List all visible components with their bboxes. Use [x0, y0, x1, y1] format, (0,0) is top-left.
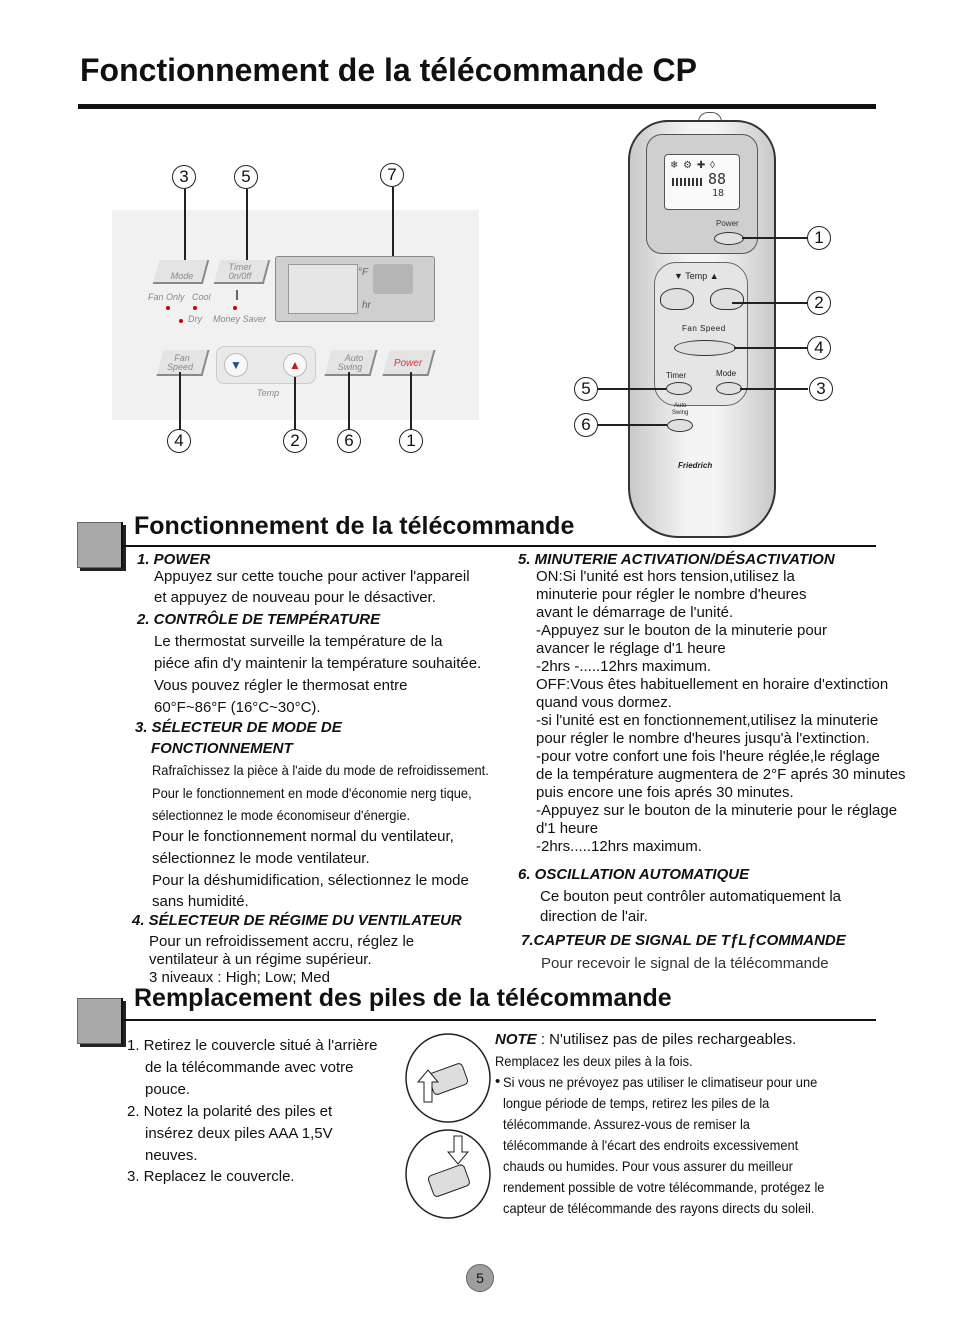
text: OFF:Vous êtes habituellement en horaire d'extinction: [536, 676, 889, 693]
remote-brand-logo: Friedrich: [678, 461, 713, 470]
cool-led: [193, 306, 197, 310]
leader-line: [596, 424, 667, 426]
power-label: Power: [393, 358, 423, 369]
remote-auto-label: Auto: [674, 403, 687, 409]
text: avancer le réglage d'1 heure: [536, 640, 726, 657]
remote-temp-down-button[interactable]: [660, 288, 694, 310]
text: Appuyez sur cette touche pour activer l'appareil: [154, 568, 470, 585]
remote-callout-3: 3: [809, 377, 833, 401]
text: quand vous dormez.: [536, 694, 672, 711]
leader-line: [740, 388, 808, 390]
text: piéce afin d'y maintenir la température souhaitée.: [154, 655, 482, 672]
timer-text-block: [536, 568, 906, 856]
text: d'1 heure: [536, 820, 599, 837]
text: Pour la déshumidification, sélectionnez le mode: [152, 872, 469, 889]
control-panel-diagram: [100, 160, 500, 460]
text: -pour votre confort une fois l'heure réglée,le réglage: [536, 748, 880, 765]
text: Remplacez les deux piles à la fois.: [495, 1053, 693, 1069]
callout-7: 7: [380, 163, 404, 187]
text: insérez deux piles AAA 1,5V: [145, 1125, 333, 1142]
title-rule: [78, 104, 876, 109]
remote-swing-label: Swing: [672, 410, 689, 416]
leader-line: [179, 372, 181, 430]
remote-fan-speed-label: Fan Speed: [682, 324, 726, 333]
remote-callout-2: 2: [807, 291, 831, 315]
remote-callout-6: 6: [574, 413, 598, 437]
text: sans humidité.: [152, 893, 249, 910]
section-title-batteries: Remplacement des piles de la télécommande: [134, 984, 672, 1012]
swing-label: Swing: [337, 362, 363, 372]
timer-onoff-label: 0n/0ff: [228, 271, 252, 281]
leader-line: [734, 347, 808, 349]
text: de la télécommande avec votre: [145, 1059, 354, 1076]
text: télécommande à l'écart des endroits excessivement: [503, 1137, 799, 1153]
mode-label: Mode: [170, 271, 194, 281]
remote-callout-4: 4: [807, 336, 831, 360]
text: -2hrs -.....12hrs maximum.: [536, 658, 712, 675]
auto-label: Auto: [344, 353, 364, 363]
text: et appuyez de nouveau pour le désactiver.: [154, 589, 436, 606]
hr-label: hr: [362, 300, 371, 311]
lcd-mode-icons: ❄ ⚙ ✚ ◊: [670, 160, 716, 171]
lcd-fan-bars: [672, 178, 702, 186]
text: Pour recevoir le signal de la télécommande: [541, 955, 829, 972]
text: de la température augmentera de 2°F aprés 30 minutes: [536, 766, 906, 783]
text: avant le démarrage de l'unité.: [536, 604, 734, 621]
text: neuves.: [145, 1147, 198, 1164]
leader-line: [742, 237, 808, 239]
speed-label: Speed: [166, 362, 194, 372]
dry-label: Dry: [188, 314, 202, 324]
heading-sensor: 7.CAPTEUR DE SIGNAL DE TƒLƒCOMMANDE: [521, 932, 846, 949]
remote-temp-text: Temp: [685, 271, 708, 281]
lcd-temp-digits: 88: [708, 170, 727, 188]
callout-5: 5: [234, 165, 258, 189]
note-text: : N'utilisez pas de piles rechargeables.: [536, 1031, 797, 1048]
temp-down-button[interactable]: ▼: [224, 353, 248, 377]
degree-f-label: °F: [358, 267, 369, 278]
text: Si vous ne prévoyez pas utiliser le climatiseur pour une: [503, 1074, 818, 1090]
leader-line: [348, 372, 350, 430]
remote-timer-button[interactable]: [666, 382, 692, 395]
remote-auto-swing-button[interactable]: [667, 419, 693, 432]
text: Le thermostat surveille la température de la: [154, 633, 443, 650]
heading-mode: 3. SÉLECTEUR DE MODE DE: [135, 719, 342, 736]
battery-cover-illustration: [404, 1032, 492, 1222]
remote-power-button[interactable]: [714, 232, 744, 245]
remote-fan-speed-button[interactable]: [674, 340, 736, 356]
temp-label: Temp: [256, 388, 280, 398]
text: Rafraîchissez la pièce à l'aide du mode de refroidissement.: [152, 762, 489, 778]
callout-4: 4: [167, 429, 191, 453]
section-rule: [121, 1019, 876, 1021]
text: Vous pouvez régler le thermosat entre: [154, 677, 408, 694]
lcd-timer-digits: 18: [712, 188, 725, 199]
text: Pour un refroidissement accru, réglez le: [149, 933, 415, 950]
text: capteur de télécommande des rayons directs du soleil.: [503, 1200, 815, 1216]
leader-line: [184, 189, 186, 265]
section-title-operation: Fonctionnement de la télécommande: [134, 512, 575, 540]
heading-fan: 4. SÉLECTEUR DE RÉGIME DU VENTILATEUR: [132, 912, 462, 929]
text: pour régler le nombre d'heures jusqu'à l'extinction.: [536, 730, 870, 747]
leader-line: [596, 388, 666, 390]
section-marker: [77, 998, 123, 1044]
text: -2hrs.....12hrs maximum.: [536, 838, 702, 855]
text: Pour le fonctionnement normal du ventilateur,: [152, 828, 454, 845]
text: minuterie pour régler le nombre d'heures: [536, 586, 807, 603]
bullet-text-block: [503, 1072, 852, 1219]
text: 3. Replacez le couvercle.: [127, 1168, 295, 1185]
cool-label: Cool: [192, 292, 211, 302]
heading-mode-2: FONCTIONNEMENT: [151, 740, 293, 757]
remote-callout-5: 5: [574, 377, 598, 401]
text: sélectionnez le mode ventilateur.: [152, 850, 370, 867]
text: rendement possible de votre télécommande, protégez le: [503, 1179, 825, 1195]
text: 60°F~86°F (16°C~30°C).: [154, 699, 321, 716]
text: chauds ou humides. Pour vous assurer du meilleur: [503, 1158, 793, 1174]
energy-led: [233, 306, 237, 310]
remote-temp-label: ▼ Temp ▲: [674, 271, 719, 281]
text: -Appuyez sur le bouton de la minuterie pour: [536, 622, 828, 639]
text: -si l'unité est en fonctionnement,utilisez la minuterie: [536, 712, 879, 729]
remote-mode-label: Mode: [716, 369, 737, 378]
text: longue période de temps, retirez les piles de la: [503, 1095, 770, 1111]
text: Ce bouton peut contrôler automatiquement la: [540, 888, 842, 905]
text: 3 niveaux : High; Low; Med: [149, 969, 330, 986]
page-title: Fonctionnement de la télécommande CP: [80, 52, 697, 88]
text: sélectionnez le mode économiseur d'énergie.: [152, 807, 411, 823]
bullet-mark: •: [495, 1073, 501, 1090]
remote-mode-button[interactable]: [716, 382, 742, 395]
leader-line: [732, 302, 808, 304]
section-vline: [121, 998, 123, 1044]
text: ON:Si l'unité est hors tension,utilisez la: [536, 568, 795, 585]
fan-only-label: Fan Only: [148, 292, 185, 302]
leader-line: [246, 189, 248, 265]
note-line: [495, 1031, 796, 1049]
remote-power-label: Power: [716, 219, 739, 228]
text: -Appuyez sur le bouton de la minuterie pour le réglage: [536, 802, 898, 819]
section-marker: [77, 522, 123, 568]
page-number: 5: [466, 1264, 494, 1292]
dry-led: [179, 319, 183, 323]
temp-up-button[interactable]: ▲: [283, 353, 307, 377]
text: Pour le fonctionnement en mode d'économie nerg tique,: [152, 785, 472, 801]
leader-line: [294, 377, 296, 430]
heading-temperature: 2. CONTRÔLE DE TEMPÉRATURE: [137, 611, 381, 628]
section-rule: [121, 545, 876, 547]
callout-1: 1: [399, 429, 423, 453]
text: ventilateur à un régime supérieur.: [149, 951, 372, 968]
text: direction de l'air.: [540, 908, 648, 925]
callout-6: 6: [337, 429, 361, 453]
text: pouce.: [145, 1081, 191, 1098]
heading-timer: 5. MINUTERIE ACTIVATION/DÉSACTIVATION: [518, 551, 835, 568]
text: 1. Retirez le couvercle situé à l'arrière: [127, 1037, 378, 1054]
heading-auto-swing: 6. OSCILLATION AUTOMATIQUE: [518, 866, 750, 883]
remote-temp-up-button[interactable]: [710, 288, 744, 310]
fan-label: Fan: [174, 353, 190, 363]
remote-control-diagram: [570, 112, 850, 542]
leader-line: [410, 372, 412, 430]
remote-callout-1: 1: [807, 226, 831, 250]
remote-signal-sensor: [373, 264, 413, 294]
callout-2: 2: [283, 429, 307, 453]
note-label: NOTE: [495, 1031, 537, 1048]
text: télécommande. Assurez-vous de remiser la: [503, 1116, 750, 1132]
remote-timer-label: Timer: [666, 371, 687, 380]
display-digits: [288, 264, 358, 314]
timer-label: Timer: [228, 262, 252, 272]
fan-only-led: [166, 306, 170, 310]
text: 2. Notez la polarité des piles et: [127, 1103, 333, 1120]
leader-line: [392, 187, 394, 267]
timer-indicator: [236, 290, 238, 300]
money-saver-label: Money Saver: [213, 314, 267, 324]
callout-3: 3: [172, 165, 196, 189]
heading-power: 1. POWER: [137, 551, 211, 568]
text: puis encore une fois aprés 30 minutes.: [536, 784, 794, 801]
